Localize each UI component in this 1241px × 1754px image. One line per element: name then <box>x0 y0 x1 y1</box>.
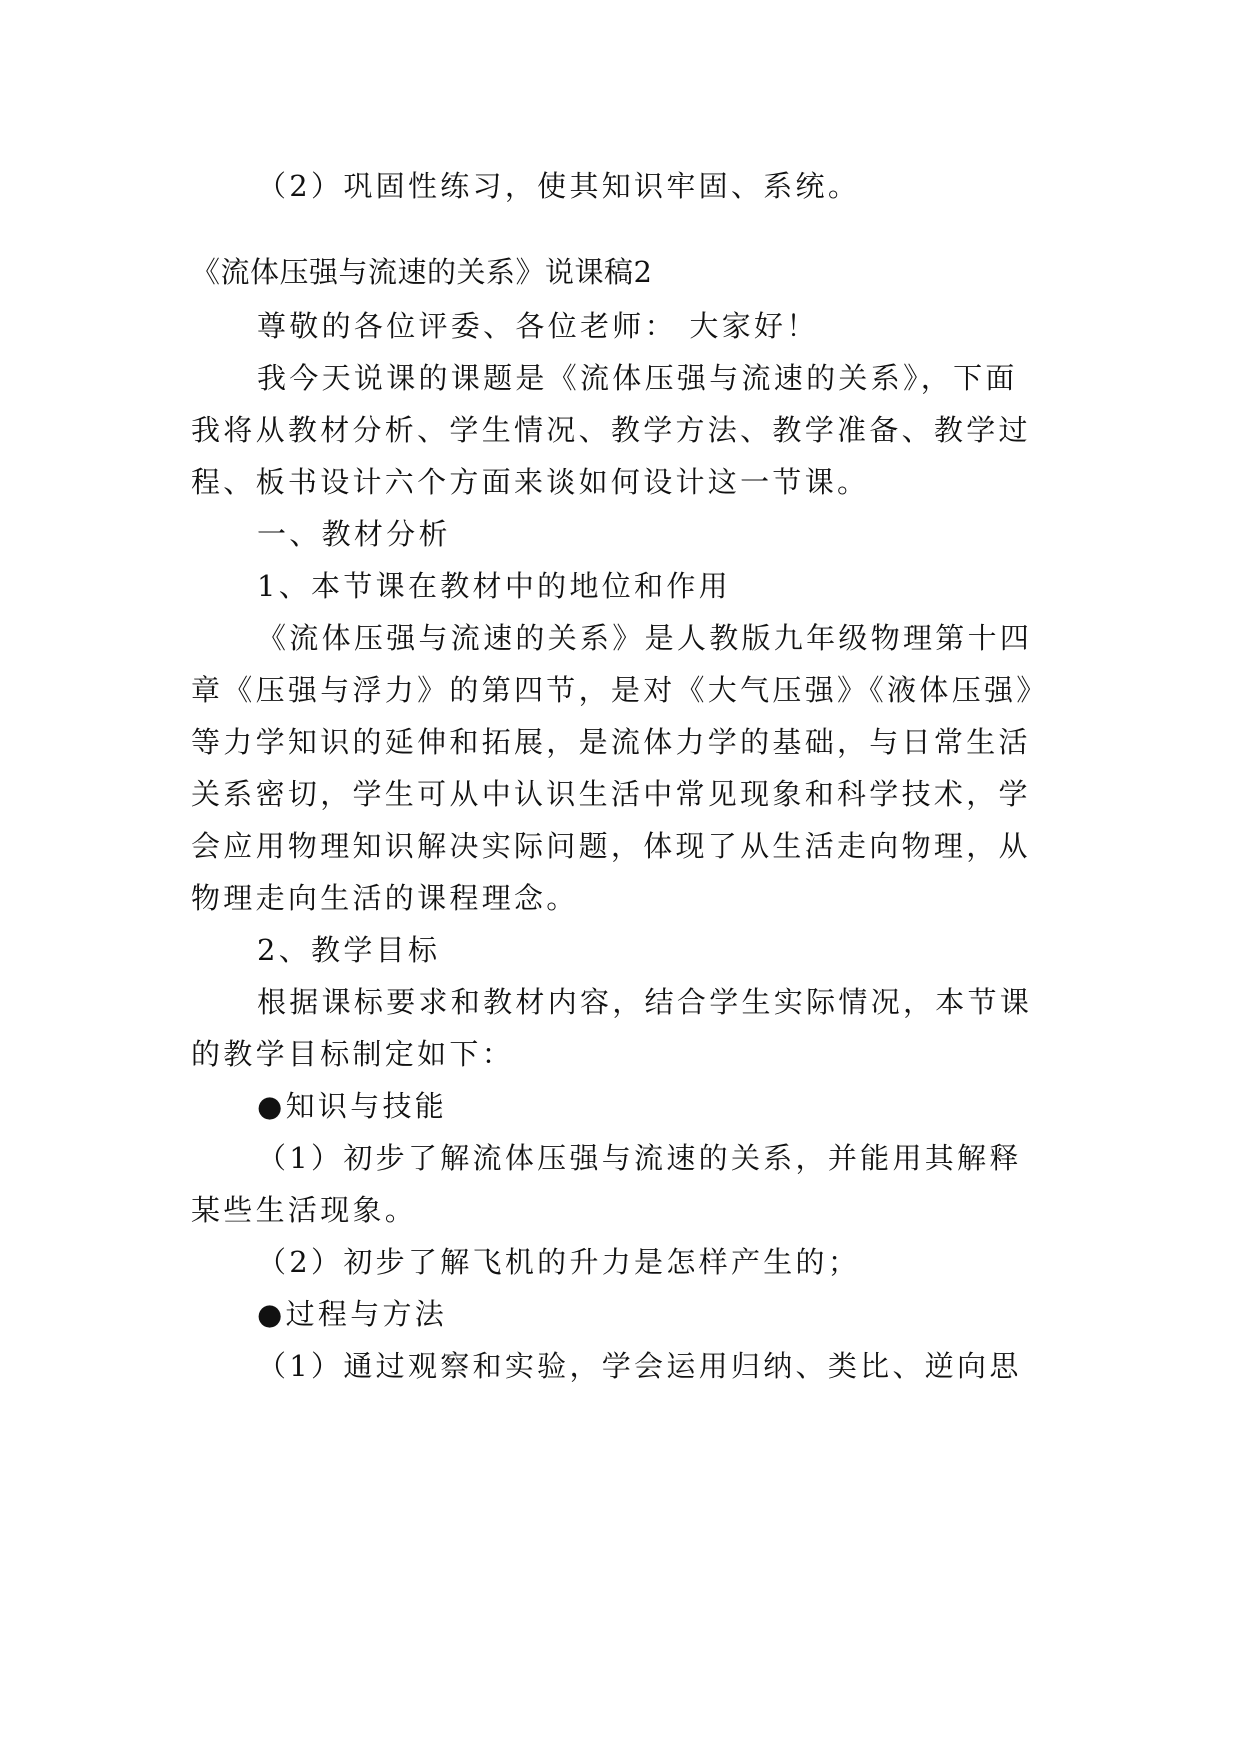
list-item: （1）通过观察和实验，学会运用归纳、类比、逆向思 <box>257 1349 1022 1383</box>
paragraph-line: 程、板书设计六个方面来谈如何设计这一节课。 <box>191 465 870 499</box>
paragraph-line: 根据课标要求和教材内容，结合学生实际情况，本节课 <box>257 985 1033 1019</box>
heading-line: 一、教材分析 <box>257 517 451 551</box>
greeting-line: 尊敬的各位评委、各位老师： 大家好！ <box>257 309 819 343</box>
section-title: 《流体压强与流速的关系》说课稿2 <box>191 255 653 289</box>
paragraph-line: 会应用物理知识解决实际问题，体现了从生活走向物理，从 <box>191 829 1031 863</box>
list-item: （1）初步了解流体压强与流速的关系，并能用其解释 <box>257 1141 1022 1175</box>
bullet-heading: ●知识与技能 <box>257 1089 448 1123</box>
bullet-heading: ●过程与方法 <box>257 1297 448 1331</box>
paragraph-line: 某些生活现象。 <box>191 1193 418 1227</box>
paragraph-line: 关系密切，学生可从中认识生活中常见现象和科学技术，学 <box>191 777 1031 811</box>
subheading-line: 1、本节课在教材中的地位和作用 <box>257 569 731 603</box>
paragraph-line: （2）巩固性练习，使其知识牢固、系统。 <box>257 169 861 203</box>
paragraph-line: 章《压强与浮力》的第四节，是对《大气压强》《液体压强》 <box>191 673 1049 707</box>
paragraph-line: 等力学知识的延伸和拓展，是流体力学的基础，与日常生活 <box>191 725 1031 759</box>
paragraph-line: 的教学目标制定如下： <box>191 1037 515 1071</box>
subheading-line: 2、教学目标 <box>257 933 441 967</box>
paragraph-line: 我将从教材分析、学生情况、教学方法、教学准备、教学过 <box>191 413 1031 447</box>
list-item: （2）初步了解飞机的升力是怎样产生的； <box>257 1245 861 1279</box>
paragraph-line: 物理走向生活的课程理念。 <box>191 881 579 915</box>
paragraph-line: 我今天说课的课题是《流体压强与流速的关系》，下面 <box>257 361 1018 395</box>
paragraph-line: 《流体压强与流速的关系》是人教版九年级物理第十四 <box>257 621 1033 655</box>
